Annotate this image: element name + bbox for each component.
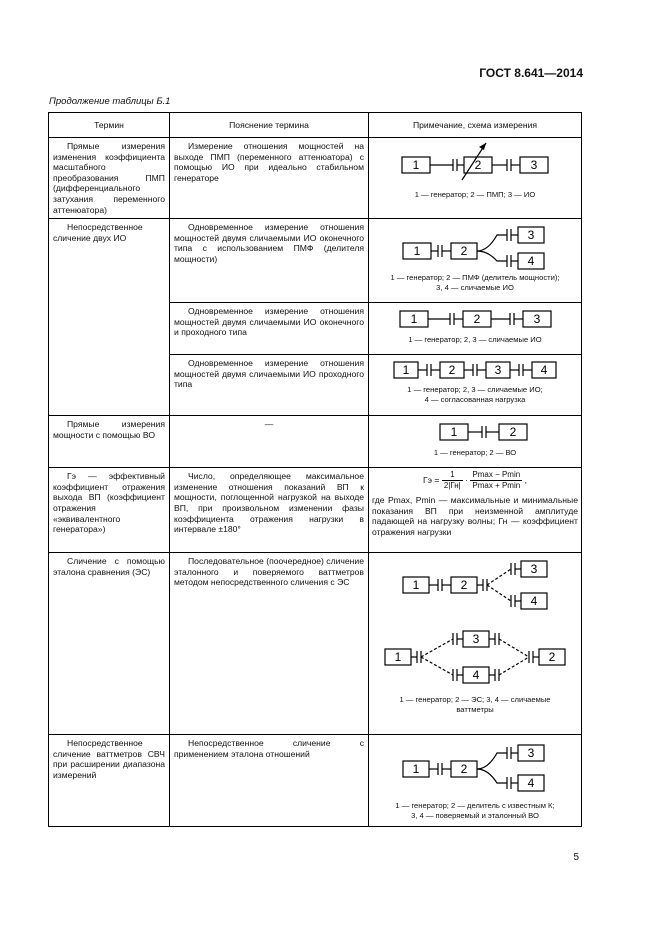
formula-denominator: Pmax + Pmin: [472, 481, 521, 491]
terms-table: [48, 112, 582, 827]
scheme-diagram: [373, 737, 578, 801]
table-caption: Продолжение таблицы Б.1: [49, 96, 171, 107]
scheme-legend: 1 — генератор; 2 — ПМФ (делитель мощности);: [390, 273, 560, 283]
table-row: [49, 416, 582, 468]
scheme-legend: 3, 4 — поверяемый и эталонный ВО: [411, 811, 539, 821]
block-label: 3: [530, 562, 537, 577]
explanation-cell: —: [170, 416, 369, 468]
block-label: 2: [548, 650, 555, 665]
note-cell: [369, 735, 582, 827]
block-label: 3: [527, 228, 534, 243]
scheme-diagram: [373, 555, 578, 695]
note-cell: [369, 219, 582, 303]
scheme-legend: 1 — генератор; 2 — делитель с известным К;: [395, 801, 555, 811]
formula-numerator: Pmax − Pmin: [472, 470, 521, 480]
scheme-diagram: [373, 357, 578, 385]
note-cell: [369, 138, 582, 219]
explanation-cell: Измерение отношения мощностей на выходе ПМП (переменного аттенюатора) с помощью ИО при идеально стабильном генераторе: [170, 138, 369, 219]
formula-numerator: 1: [442, 470, 463, 481]
col-header-term: Термин: [49, 113, 170, 138]
note-cell: [369, 303, 582, 355]
table-row: [49, 138, 582, 219]
formula-fraction: [470, 470, 522, 491]
explanation-cell: Последовательное (поочередное) сличение эталонного и поверяемого ваттметров методом непосредственного сличения с ЭС: [170, 553, 369, 735]
scheme-legend: ваттметры: [456, 705, 494, 715]
table-row: [49, 553, 582, 735]
block-label: 3: [472, 632, 479, 647]
block-label: 1: [412, 578, 419, 593]
note-cell: [369, 553, 582, 735]
explanation-cell: Одновременное измерение отношения мощностей двумя сличаемыми ИО оконечного типа с использованием ПМФ (делителя мощности): [170, 219, 369, 303]
scheme-legend: 1 — генератор; 2, 3 — сличаемые ИО;: [407, 385, 543, 395]
block-label: 3: [533, 312, 540, 327]
block-label: 3: [527, 746, 534, 761]
term-cell: Непосредственное сличение двух ИО: [49, 219, 170, 416]
col-header-note: Примечание, схема измерения: [369, 113, 582, 138]
block-label: 1: [410, 312, 417, 327]
arrow-icon: [479, 143, 486, 150]
explanation-cell: Число, определяющее максимальное изменение отношения показаний ВП к мощности, поглощенной нагрузкой на выходе ВП, при произвольном изменении фазы коэффициента отражения нагрузки в интервале ±180°: [170, 468, 369, 553]
note-cell: [369, 416, 582, 468]
block-label: 2: [460, 762, 467, 777]
block-label: 1: [450, 425, 457, 440]
block-label: 1: [412, 762, 419, 777]
formula-denominator: 2|Гн|: [443, 481, 461, 491]
term-cell: Прямые измерения мощности с помощью ВО: [49, 416, 170, 468]
term-cell: Непосредственное сличение ваттметров СВЧ при расширении диапазона измерений: [49, 735, 170, 827]
scheme-legend: 1 — генератор; 2 — ПМП; 3 — ИО: [414, 190, 536, 199]
explanation-cell: Одновременное измерение отношения мощностей двумя сличаемыми ИО оконечного и проходного типа: [170, 303, 369, 355]
scheme-diagram: [373, 140, 578, 190]
scheme-diagram: [373, 305, 578, 335]
block-label: 2: [460, 244, 467, 259]
page-number: 5: [573, 852, 579, 863]
scheme-diagram: [373, 221, 578, 273]
block-label: 1: [412, 158, 419, 172]
block-label: 3: [530, 158, 537, 172]
note-cell: [369, 468, 582, 553]
explanation-cell: Непосредственное сличение с применением эталона отношений: [170, 735, 369, 827]
term-cell: Сличение с помощью эталона сравнения (ЭС): [49, 553, 170, 735]
term-cell: Прямые измерения изменения коэффициента масштабного преобразования ПМП (дифференциального затухания переменного аттенюатора): [49, 138, 170, 219]
block-label: 2: [473, 312, 480, 327]
block-label: 2: [509, 425, 516, 440]
table-header-row: [49, 113, 582, 138]
formula-lhs: Гэ =: [423, 474, 440, 485]
note-cell: [369, 355, 582, 416]
term-cell: Гэ — эффективный коэффициент отражения выхода ВП (коэффициент отражения «эквивалентного генератора»): [49, 468, 170, 553]
block-label: 1: [394, 650, 401, 665]
scheme-legend: 1 — генератор; 2 — ВО: [433, 448, 517, 458]
formula-fraction: [442, 470, 463, 491]
formula-explanation: где Pmax, Pmin — максимальные и минимальные показания ВП при неизменной амплитуде падающей на нагрузку волны; Гн — коэффициент отражения нагрузки: [372, 495, 578, 537]
col-header-explanation: Пояснение термина: [170, 113, 369, 138]
table-row: [49, 735, 582, 827]
block-label: 1: [402, 363, 409, 378]
scheme-legend: 3, 4 — сличаемые ИО: [436, 283, 514, 293]
block-label: 4: [527, 254, 534, 269]
block-label: 4: [540, 363, 547, 378]
scheme-legend: 4 — согласованная нагрузка: [424, 395, 526, 405]
block-label: 4: [527, 776, 534, 791]
formula: Гэ = $\frac{1}{2|Гн|}$ · $\frac{Pmax - Pmin}{Pmax + Pmin}$ ,: [423, 470, 527, 491]
explanation-cell: Одновременное измерение отношения мощностей двумя сличаемыми ИО проходного типа: [170, 355, 369, 416]
block-label: 2: [460, 578, 467, 593]
scheme-legend: 1 — генератор; 2 — ЭС; 3, 4 — сличаемые: [399, 695, 551, 705]
block-label: 4: [530, 594, 537, 609]
scheme-legend: 1 — генератор; 2, 3 — сличаемые ИО: [408, 335, 542, 345]
scheme-diagram: [373, 418, 578, 448]
table-row: [49, 468, 582, 553]
block-label: 1: [413, 244, 420, 259]
document-header: ГОСТ 8.641—2014: [479, 66, 583, 80]
block-label: 3: [494, 363, 501, 378]
block-label: 4: [472, 668, 479, 683]
table-row: [49, 219, 582, 303]
block-label: 2: [474, 158, 481, 172]
block-label: 2: [448, 363, 455, 378]
